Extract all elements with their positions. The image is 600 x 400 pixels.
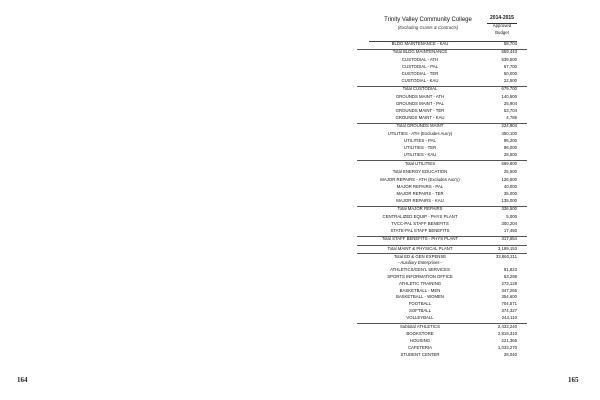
table-row <box>357 123 527 131</box>
table-row <box>357 65 527 72</box>
row-value: 273,128 <box>501 280 517 286</box>
row-value: 33,860,211 <box>495 253 517 259</box>
row-label: GROUNDS MAINT - ATH <box>395 94 445 100</box>
row-label: STUDENT CENTER <box>400 352 440 358</box>
row-value: 354,600 <box>501 294 517 300</box>
table-row <box>357 353 527 360</box>
row-label: Total UTILITIES <box>404 160 436 166</box>
row-value: 25,904 <box>503 101 517 107</box>
row-value: 25,500 <box>503 168 517 174</box>
page-number-left: 164 <box>17 376 28 384</box>
table-row <box>357 199 527 206</box>
row-value: 95,200 <box>503 138 517 144</box>
row-label: MAJOR REPAIRS - TER <box>396 190 444 196</box>
row-value: 221,365 <box>501 338 517 344</box>
row-label: TVCC-PAL STAFF BENEFITS <box>391 220 449 226</box>
row-value: 22,500 <box>503 78 517 84</box>
table-row <box>357 206 527 214</box>
row-value: 2,819,310 <box>497 331 517 337</box>
row-value: 450,100 <box>501 131 517 137</box>
table-row <box>357 346 527 353</box>
row-label: UTILITIES - ATH (Excludes Aux'y) <box>387 131 453 137</box>
row-label: GROUNDS MAINT - KAU <box>395 115 445 121</box>
row-value: 35,000 <box>503 190 517 196</box>
row-value: 17,450 <box>503 227 517 233</box>
row-value: 58,704 <box>503 41 517 46</box>
row-label: CUSTODIAL - KAU <box>401 78 439 84</box>
row-label: CUSTODIAL - PAL <box>402 64 438 70</box>
row-value: 96,000 <box>503 145 517 151</box>
row-label: Total ED & GEN EXPENSE <box>393 253 447 259</box>
row-label: CENTRALIZED EQUIP - PHYS PLANT <box>382 214 458 220</box>
budget-header: Budget <box>495 30 509 35</box>
table-row <box>357 86 527 94</box>
table-row <box>357 116 527 123</box>
table-header <box>357 13 527 42</box>
fiscal-year-header: 2014-2015 <box>490 15 514 21</box>
row-value: 3,199,153 <box>497 245 517 251</box>
row-value: 81,823 <box>503 266 517 272</box>
row-value: 50,000 <box>503 71 517 77</box>
row-value: 28,500 <box>503 152 517 158</box>
table-row <box>357 245 527 253</box>
table-row <box>357 236 527 244</box>
row-value: 317,654 <box>501 236 517 242</box>
row-label: GROUNDS MAINT - PAL <box>395 101 445 107</box>
table-row <box>357 58 527 65</box>
table-row <box>357 253 527 261</box>
row-value: 135,000 <box>501 197 517 203</box>
row-value: 126,500 <box>501 177 517 182</box>
table-row <box>357 42 527 49</box>
row-label: ATHLETICS/GEN'L SERVICES <box>390 266 450 272</box>
table-body <box>357 42 527 360</box>
row-label: BASKETBALL - WOMEN <box>395 294 445 300</box>
row-value: 67,700 <box>503 64 517 70</box>
row-value: 5,000 <box>506 214 517 220</box>
row-value: 374,327 <box>501 308 517 314</box>
table-row <box>357 229 527 236</box>
table-row <box>357 132 527 139</box>
row-value: 669,800 <box>501 160 517 166</box>
row-label: Total MAINT & PHYSICAL PLANT <box>387 245 453 251</box>
row-value: 2,433,240 <box>497 323 517 329</box>
row-label: Total STAFF BENEFITS - PHYS PLANT <box>381 236 459 242</box>
page-number-right: 165 <box>568 376 579 384</box>
row-value: 224,904 <box>501 123 517 129</box>
row-label: FOOTBALL <box>408 301 432 307</box>
row-value: 679,700 <box>501 86 517 92</box>
row-label: GROUNDS MAINT - TER <box>395 108 445 114</box>
table-row <box>357 139 527 146</box>
institution-title: Trinity Valley Community College <box>384 17 472 23</box>
row-label: VOLLEYBALL <box>406 315 434 321</box>
row-label: Subtotal ATHLETICS <box>399 323 441 329</box>
row-label: UTILITIES - KAU <box>403 152 437 158</box>
row-label: CUSTODIAL - ATH <box>401 57 439 63</box>
row-label: SOFTBALL <box>409 308 431 314</box>
row-value: 28,040 <box>503 352 517 358</box>
budget-table <box>357 13 527 360</box>
row-value: 1,033,270 <box>497 345 517 351</box>
table-row <box>357 146 527 153</box>
row-label: BOOKSTORE <box>406 331 434 337</box>
approved-header: Approved <box>492 23 512 28</box>
row-value: 40,000 <box>503 183 517 189</box>
table-row <box>357 160 527 168</box>
row-value: 347,265 <box>501 287 517 293</box>
row-value: 244,110 <box>501 315 517 321</box>
table-row <box>357 316 527 323</box>
row-label: SPORTS INFORMATION OFFICE <box>387 273 453 279</box>
row-label: MAJOR REPAIRS - PAL <box>396 183 444 189</box>
row-value: 336,500 <box>501 206 517 212</box>
row-value: 4,786 <box>506 115 517 121</box>
row-label: Total CUSTODIAL <box>402 86 438 92</box>
table-row <box>357 170 527 177</box>
row-value: 704,571 <box>501 301 517 307</box>
row-label: Total BLDG MAINTENANCE <box>392 49 448 55</box>
row-label: CUSTODIAL - TER <box>401 71 439 77</box>
table-row <box>357 153 527 160</box>
row-label: HOUSING <box>409 338 431 344</box>
row-label: UTILITIES - PAL <box>404 138 436 144</box>
row-label: BLDG MAINTENANCE - KAU <box>391 41 449 46</box>
row-label: ATHLETIC TRAINING <box>398 280 442 286</box>
table-row <box>357 72 527 79</box>
row-label: Total ENERGY EDUCATION <box>392 168 448 174</box>
table-row <box>357 323 527 331</box>
row-label: Total GROUNDS MAINT <box>396 123 444 129</box>
row-label: CAFETERIA <box>407 345 433 351</box>
row-label: STATE-PAL STAFF BENEFITS <box>390 227 450 233</box>
row-label: Total MAJOR REPAIRS <box>397 206 443 212</box>
row-value: 140,500 <box>501 94 517 100</box>
row-value: 300,204 <box>501 220 517 226</box>
table-row <box>357 79 527 86</box>
row-label: MAJOR REPAIRS - ATH (Excludes Aux'y) <box>380 177 460 182</box>
row-label: UTILITIES - TER <box>403 145 437 151</box>
row-value: 539,500 <box>501 57 517 63</box>
row-label: BASKETBALL - MEN <box>399 287 441 293</box>
row-value: 659,443 <box>501 49 517 55</box>
table-subtitle: (Excluding Grants & Contracts) <box>397 25 459 30</box>
row-label: MAJOR REPAIRS - KAU <box>396 197 444 203</box>
row-value: 53,298 <box>503 273 517 279</box>
row-value: 53,704 <box>503 108 517 114</box>
table-row <box>357 49 527 57</box>
row-label: --Auxiliary Enterprises-- <box>397 259 443 265</box>
